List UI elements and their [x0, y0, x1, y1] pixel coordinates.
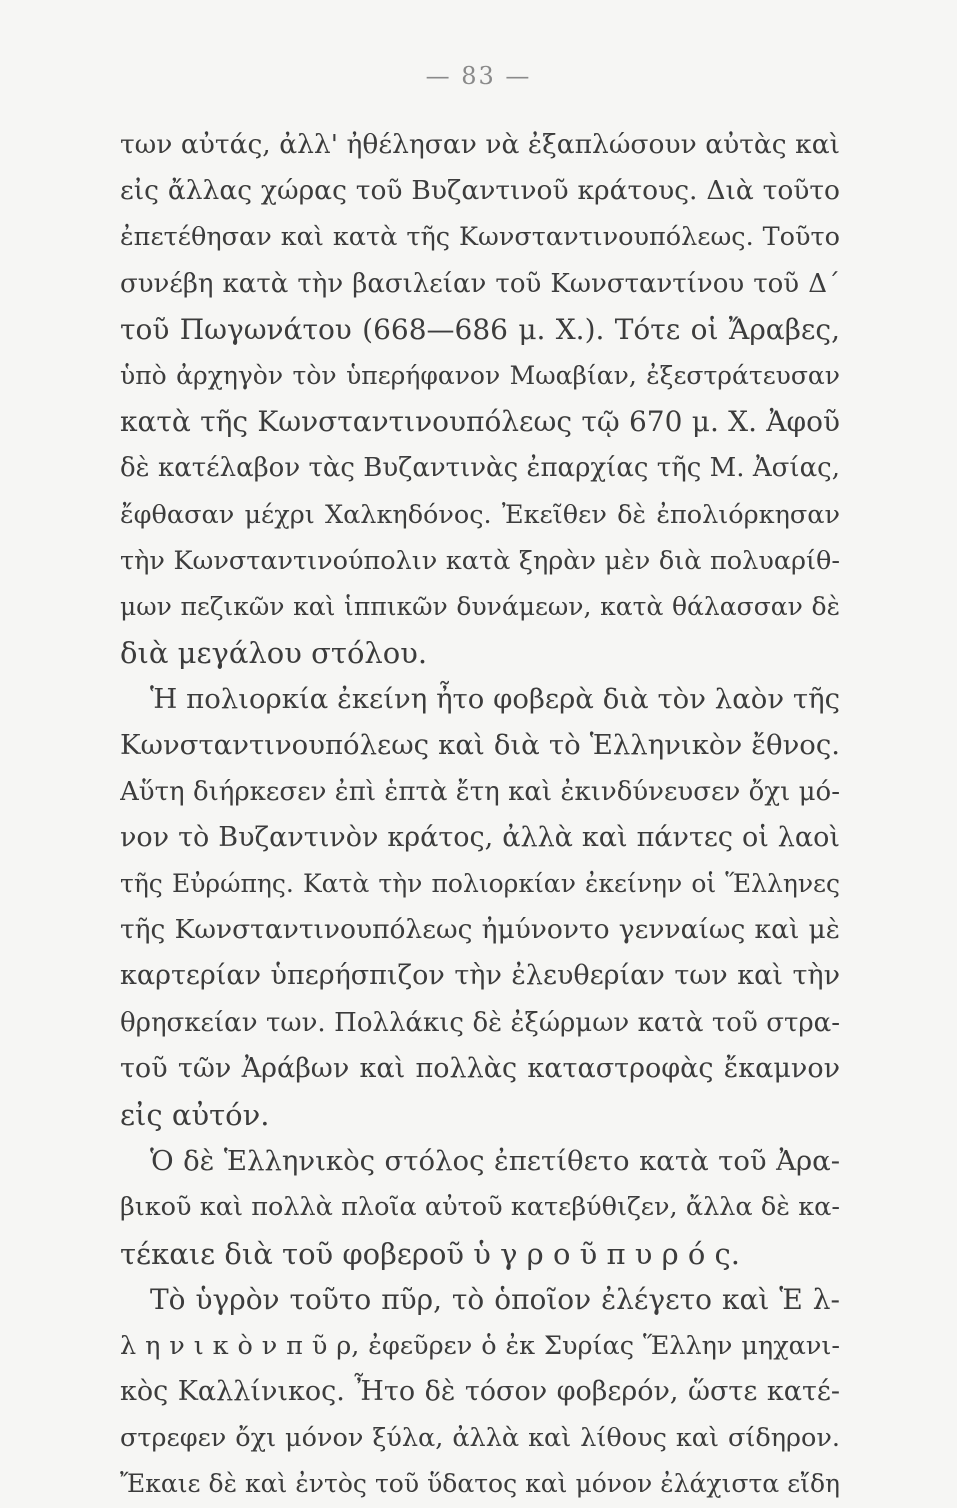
text-line: τῆς Κωνσταντινουπόλεως ἠμύνοντο γενναίως καὶ μὲ [120, 914, 840, 946]
text-line: θρησκείαν των. Πολλάκις δὲ ἐξώρμων κατὰ τοῦ στρα- [120, 1007, 840, 1038]
page-number: — 83 — [425, 62, 532, 90]
text-line: μων πεζικῶν καὶ ἱππικῶν δυνάμεων, κατὰ θάλασσαν δὲ [120, 591, 840, 621]
text-line: τῆς Εὐρώπης. Κατὰ τὴν πολιορκίαν ἐκείνην οἱ Ἕλληνες [120, 869, 840, 898]
text-line: τοῦ τῶν Ἀράβων καὶ πολλὰς καταστροφὰς ἔκαμνον [120, 1052, 840, 1084]
text-line: καρτερίαν ὑπερήσπιζον τὴν ἐλευθερίαν των καὶ τὴν [120, 960, 840, 992]
text-line: Ὁ δὲ Ἑλληνικὸς στόλος ἐπετίθετο κατὰ τοῦ Ἀρα- [150, 1145, 840, 1178]
text-line: εἰς ἄλλας χώρας τοῦ Βυζαντινοῦ κράτους. Διὰ τοῦτο [120, 175, 840, 207]
text-line: συνέβη κατὰ τὴν βασιλείαν τοῦ Κωνσταντίνου τοῦ Δ΄ [120, 268, 840, 299]
text-line: νον τὸ Βυζαντινὸν κράτος, ἀλλὰ καὶ πάντες οἱ λαοὶ [120, 821, 840, 853]
text-line: ὑπὸ ἀρχηγὸν τὸν ὑπερήφανον Μωαβίαν, ἐξεστράτευσαν [120, 360, 840, 390]
text-line: ἔφθασαν μέχρι Χαλκηδόνος. Ἐκεῖθεν δὲ ἐπολιόρκησαν [120, 499, 840, 530]
text-line: Ἡ πολιορκία ἐκείνη ἦτο φοβερὰ διὰ τὸν λαὸν τῆς [150, 683, 840, 716]
text-line: Κωνσταντινουπόλεως καὶ διὰ τὸ Ἑλληνικὸν ἔθνος. [120, 729, 840, 762]
text-line: κὸς Καλλίνικος. Ἦτο δὲ τόσον φοβερόν, ὥστε κατέ- [120, 1376, 840, 1408]
text-line: τὴν Κωνσταντινούπολιν κατὰ ξηρὰν μὲν διὰ πολυαρίθ- [120, 545, 840, 576]
text-line: ἐπετέθησαν καὶ κατὰ τῆς Κωνσταντινουπόλεως. Τοῦτο [120, 222, 840, 253]
text-line: διὰ μεγάλου στόλου. [120, 636, 428, 671]
text-line: Ἔκαιε δὲ καὶ ἐντὸς τοῦ ὕδατος καὶ μόνον ἐλάχιστα εἴδη [120, 1469, 840, 1499]
text-line: των αὐτάς, ἀλλ' ἠθέλησαν νὰ ἐξαπλώσουν αὐτὰς καὶ [120, 129, 840, 160]
text-line: κατὰ τῆς Κωνσταντινουπόλεως τῷ 670 μ. Χ. Ἀφοῦ [120, 405, 840, 439]
text-line: τέκαιε διὰ τοῦ φοβεροῦ ὑ γ ρ ο ῦ π υ ρ ό ς. [120, 1236, 741, 1271]
text-line: τοῦ Πωγωνάτου (668—686 μ. Χ.). Τότε οἱ Ἄραβες, [120, 312, 840, 346]
text-line: λ η ν ι κ ὸ ν π ῦ ρ, ἐφεῦρεν ὁ ἐκ Συρίας Ἕλλην μηχανι- [120, 1330, 840, 1361]
text-line: εἰς αὐτόν. [120, 1097, 270, 1132]
text-line: στρεφεν ὄχι μόνον ξύλα, ἀλλὰ καὶ λίθους καὶ σίδηρον. [120, 1423, 840, 1454]
text-line: βικοῦ καὶ πολλὰ πλοῖα αὐτοῦ κατεβύθιζεν, ἄλλα δὲ κα- [120, 1192, 840, 1223]
text-line: Τὸ ὑγρὸν τοῦτο πῦρ, τὸ ὁποῖον ἐλέγετο καὶ Ἑ λ- [150, 1282, 840, 1316]
text-line: δὲ κατέλαβον τὰς Βυζαντινὰς ἐπαρχίας τῆς Μ. Ἀσίας, [120, 453, 840, 484]
page-text-body [120, 122, 840, 1508]
text-line: Αὕτη διήρκεσεν ἐπὶ ἑπτὰ ἔτη καὶ ἐκινδύνευσεν ὄχι μό- [120, 776, 840, 807]
